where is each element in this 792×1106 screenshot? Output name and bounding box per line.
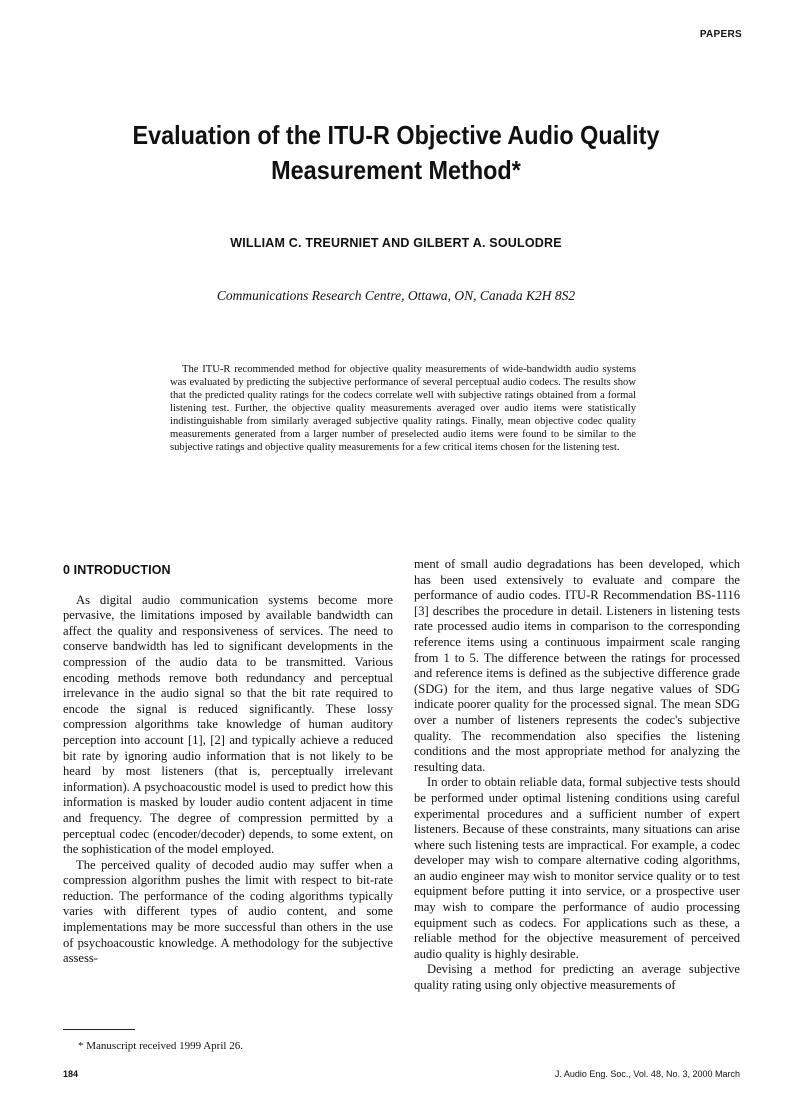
- page-number: 184: [63, 1069, 79, 1079]
- author-list: WILLIAM C. TREURNIET AND GILBERT A. SOULODRE: [230, 236, 562, 250]
- journal-citation: J. Audio Eng. Soc., Vol. 48, No. 3, 2000 March: [554, 1069, 740, 1079]
- section-heading-introduction: 0 INTRODUCTION: [63, 563, 171, 577]
- footnote-divider: [63, 1029, 135, 1030]
- title-line-1: Evaluation of the ITU-R Objective Audio Quality: [132, 120, 660, 150]
- footnote: * Manuscript received 1999 April 26.: [78, 1040, 243, 1052]
- body-paragraph-continued: ment of small audio degradations has been developed, which has been used extensively to evaluate and compare the performance of audio codes. ITU-R Recommendation BS-1116 [3] describes the procedure in detail. Listeners in listening tests rate processed audio items in comparison to the corresponding reference items using a continuous impairment scale ranging from 1 to 5. The difference between the ratings for processed and reference items is defined as the subjective difference grade (SDG) for the item, and thus large negative values of SDG indicate poorer quality for the processed signal. The mean SDG over a number of listeners represents the codec's subjective quality. The recommendation also specifies the listening conditions and the most appropriate method for analyzing the resulting data.: [414, 557, 740, 774]
- body-paragraph: In order to obtain reliable data, formal subjective tests should be performed under optimal listening conditions using careful experimental procedures and a sufficient number of expert listeners. Because of these constraints, many situations can arise where such listening tests are impractical. For example, a codec developer may wish to compare alternative coding algorithms, an audio engineer may wish to monitor service quality or to test equipment before putting it into service, or a prospective user may wish to compare the performance of audio processing equipment such as codecs. For applications such as these, a reliable method for the objective measurement of perceived audio quality is highly desirable.: [414, 775, 740, 961]
- body-paragraph: As digital audio communication systems become more pervasive, the limitations imposed by available bandwidth can affect the quality and responsiveness of services. The need to conserve bandwidth has led to significant developments in the compression of the audio data to be transmitted. Various encoding methods remove both redundancy and perceptual irrelevance in the audio signal so that the bit rate required to encode the signal is reduced significantly. These lossy compression algorithms take knowledge of human auditory perception into account [1], [2] and typically achieve a reduced bit rate by ignoring audio information that is not likely to be heard by most listeners (that is, perceptually irrelevant information). A psychoacoustic model is used to predict how this information is masked by louder audio content adjacent in time and frequency. The degree of compression permitted by a perceptual codec (encoder/decoder) depends, to some extent, on the sophistication of the model employed.: [63, 592, 393, 857]
- author-affiliation: Communications Research Centre, Ottawa, ON, Canada K2H 8S2: [216, 288, 576, 303]
- running-head: PAPERS: [699, 29, 742, 40]
- left-column: [63, 557, 393, 967]
- right-column: [414, 557, 740, 994]
- paper-title: [94, 118, 699, 188]
- abstract: The ITU-R recommended method for objective quality measurements of wide-bandwidth audio systems was evaluated by predicting the subjective performance of several perceptual audio codecs. The results show that the predicted quality ratings for the codecs correlate well with subjective ratings obtained from a formal listening test. Further, the objective quality measurements averaged over audio items were statistically indistinguishable from similarly averaged subjective quality ratings. Finally, mean objective codec quality measurements generated from a larger number of preselected audio items were found to be similar to the subjective ratings and objective quality measurements for a few critical items chosen for the listening test.: [170, 364, 636, 453]
- body-paragraph: The perceived quality of decoded audio may suffer when a compression algorithm pushes the limit with respect to bit-rate reduction. The performance of the coding algorithms typically varies with different types of audio content, and some implementations may be more successful than others in the use of psychoacoustic knowledge. A methodology for the subjective assess-: [63, 857, 393, 966]
- title-line-2: Measurement Method*: [271, 155, 521, 185]
- body-paragraph: Devising a method for predicting an average subjective quality rating using only objective measurements of: [414, 962, 740, 993]
